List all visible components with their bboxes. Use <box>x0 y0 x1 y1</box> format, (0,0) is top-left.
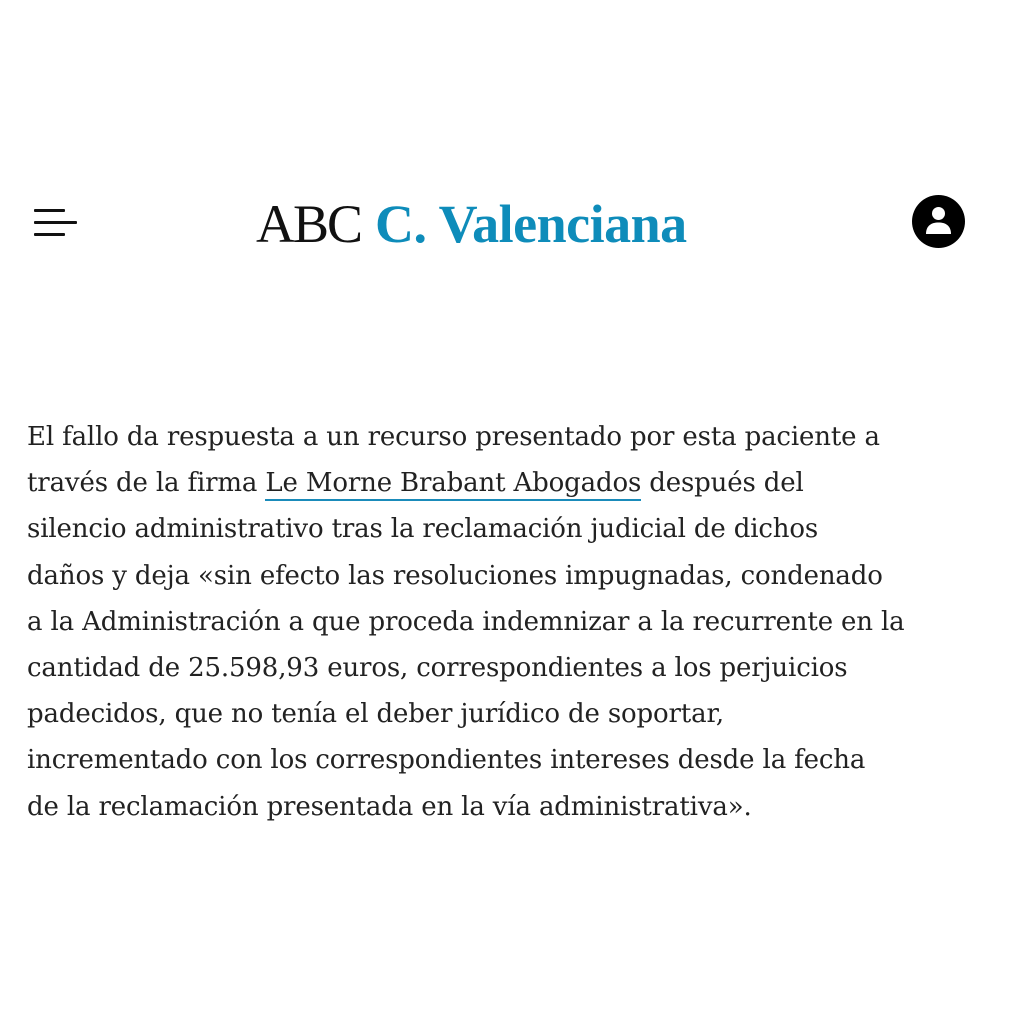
site-header <box>0 185 1024 260</box>
menu-button[interactable] <box>30 203 80 243</box>
paragraph-line: a la Administración a que proceda indemnizar a la recurrente en la <box>27 606 905 637</box>
paragraph-text: después del <box>641 468 804 499</box>
paragraph-line: de la reclamación presentada en la vía administrativa». <box>27 791 752 822</box>
paragraph-line: silencio administrativo tras la reclamación judicial de dichos <box>27 514 819 545</box>
paragraph-text: través de la firma <box>27 468 266 499</box>
paragraph-line: El fallo da respuesta a un recurso presentado por esta paciente a <box>27 422 880 452</box>
user-account-icon <box>912 195 965 248</box>
logo-region: C. Valenciana <box>375 194 687 254</box>
law-firm-link[interactable]: Le Morne Brabant Abogados <box>265 468 641 501</box>
site-logo[interactable] <box>256 189 687 259</box>
article-paragraph <box>27 414 1007 830</box>
paragraph-line: padecidos, que no tenía el deber jurídico de soportar, <box>27 699 724 730</box>
paragraph-line: incrementado con los correspondientes intereses desde la fecha <box>27 745 866 776</box>
logo-brand: ABC <box>256 194 362 254</box>
paragraph-line: daños y deja «sin efecto las resoluciones impugnadas, condenado <box>27 560 883 591</box>
paragraph-line <box>27 460 1007 506</box>
user-account-button[interactable] <box>912 195 965 248</box>
article-body <box>27 414 1007 830</box>
paragraph-line: cantidad de 25.598,93 euros, correspondientes a los perjuicios <box>27 653 848 684</box>
